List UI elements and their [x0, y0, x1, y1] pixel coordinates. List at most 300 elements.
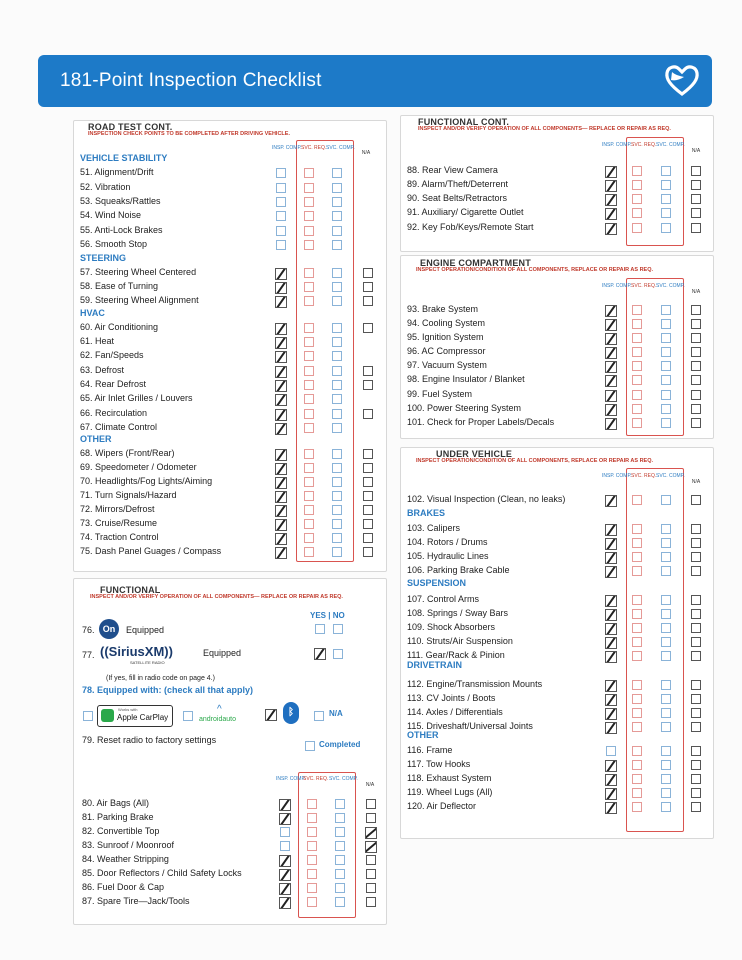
svc-comp-checkbox[interactable] — [661, 552, 671, 562]
insp-comp-checkbox-checked[interactable] — [275, 423, 287, 435]
svc-comp-checkbox[interactable] — [661, 194, 671, 204]
item-77-label: Equipped — [203, 648, 242, 658]
insp-comp-checkbox-checked[interactable] — [279, 855, 291, 867]
svc-comp-checkbox[interactable] — [335, 883, 345, 893]
item-77-yes-checkbox-checked[interactable] — [314, 648, 326, 660]
insp-comp-checkbox-checked[interactable] — [605, 223, 617, 235]
svc-req-checkbox[interactable] — [632, 524, 642, 534]
na-checkbox[interactable] — [691, 375, 701, 385]
na-checkbox[interactable] — [691, 333, 701, 343]
svc-comp-checkbox[interactable] — [332, 449, 342, 459]
na-checkbox[interactable] — [691, 305, 701, 315]
insp-comp-checkbox[interactable] — [276, 226, 286, 236]
svc-req-checkbox[interactable] — [307, 827, 317, 837]
insp-comp-checkbox-checked[interactable] — [275, 296, 287, 308]
insp-comp-checkbox-checked[interactable] — [605, 180, 617, 192]
svc-req-checkbox[interactable] — [304, 449, 314, 459]
insp-comp-checkbox-checked[interactable] — [275, 268, 287, 280]
na-checkbox[interactable] — [691, 194, 701, 204]
svc-comp-checkbox[interactable] — [335, 799, 345, 809]
siriusxm-logo-text: ((SiriusXM)) — [100, 644, 173, 659]
svc-req-checkbox[interactable] — [632, 774, 642, 784]
svc-req-checkbox[interactable] — [304, 380, 314, 390]
item-77-no-checkbox[interactable] — [333, 649, 343, 659]
svc-comp-checkbox[interactable] — [332, 183, 342, 193]
svc-comp-checkbox[interactable] — [332, 491, 342, 501]
insp-comp-checkbox[interactable] — [280, 841, 290, 851]
na-checkbox-checked[interactable] — [365, 841, 377, 853]
na-checkbox[interactable] — [691, 319, 701, 329]
svc-comp-checkbox[interactable] — [661, 651, 671, 661]
insp-comp-checkbox-checked[interactable] — [275, 394, 287, 406]
insp-comp-checkbox-checked[interactable] — [605, 708, 617, 720]
na-checkbox[interactable] — [366, 855, 376, 865]
insp-comp-checkbox-checked[interactable] — [605, 694, 617, 706]
functional-cont-title: FUNCTIONAL CONT. — [418, 117, 510, 127]
insp-comp-checkbox-checked[interactable] — [275, 380, 287, 392]
checklist-item-label: 115. Driveshaft/Universal Joints — [407, 721, 533, 731]
svc-comp-checkbox[interactable] — [661, 319, 671, 329]
insp-comp-checkbox-checked[interactable] — [275, 477, 287, 489]
svc-comp-checkbox[interactable] — [332, 519, 342, 529]
insp-comp-checkbox[interactable] — [276, 240, 286, 250]
carplay-checkbox[interactable] — [83, 711, 93, 721]
under-title: UNDER VEHICLE — [436, 449, 513, 459]
engine-col-svc-comp: SVC. COMP. — [656, 283, 685, 289]
insp-comp-checkbox-checked[interactable] — [275, 337, 287, 349]
svc-comp-checkbox[interactable] — [661, 760, 671, 770]
na-checkbox[interactable] — [366, 883, 376, 893]
na-checkbox[interactable] — [691, 802, 701, 812]
insp-comp-checkbox-checked[interactable] — [605, 495, 617, 507]
android-auto-logo — [197, 704, 249, 726]
insp-comp-checkbox-checked[interactable] — [279, 799, 291, 811]
insp-comp-checkbox-checked[interactable] — [275, 463, 287, 475]
na-checkbox[interactable] — [691, 166, 701, 176]
svc-req-checkbox[interactable] — [632, 333, 642, 343]
svc-req-checkbox[interactable] — [304, 197, 314, 207]
checklist-item-label: 99. Fuel System — [407, 389, 473, 399]
svc-req-checkbox[interactable] — [304, 477, 314, 487]
svc-req-checkbox[interactable] — [307, 883, 317, 893]
svc-comp-checkbox[interactable] — [661, 333, 671, 343]
svc-req-checkbox[interactable] — [632, 361, 642, 371]
insp-comp-checkbox-checked[interactable] — [605, 347, 617, 359]
na-checkbox[interactable] — [366, 813, 376, 823]
na-checkbox[interactable] — [691, 390, 701, 400]
svc-req-checkbox[interactable] — [307, 799, 317, 809]
svc-comp-checkbox[interactable] — [335, 897, 345, 907]
svc-req-checkbox[interactable] — [632, 390, 642, 400]
svc-comp-checkbox[interactable] — [332, 477, 342, 487]
insp-comp-checkbox-checked[interactable] — [275, 533, 287, 545]
svc-req-checkbox[interactable] — [632, 637, 642, 647]
svc-comp-checkbox[interactable] — [332, 268, 342, 278]
na-checkbox[interactable] — [691, 208, 701, 218]
insp-comp-checkbox-checked[interactable] — [275, 505, 287, 517]
na-checkbox[interactable] — [363, 366, 373, 376]
svc-req-checkbox[interactable] — [632, 538, 642, 548]
heart-logo-icon — [664, 63, 700, 97]
na-checkbox[interactable] — [691, 361, 701, 371]
section-suspension: SUSPENSION — [407, 578, 467, 588]
svc-req-checkbox[interactable] — [304, 394, 314, 404]
na-checkbox[interactable] — [691, 680, 701, 690]
checklist-item-label: 91. Auxiliary/ Cigarette Outlet — [407, 207, 524, 217]
insp-comp-checkbox-checked[interactable] — [605, 566, 617, 578]
svc-req-checkbox[interactable] — [304, 282, 314, 292]
svc-req-checkbox[interactable] — [632, 166, 642, 176]
checklist-item-label: 104. Rotors / Drums — [407, 537, 488, 547]
checklist-item-label: 113. CV Joints / Boots — [407, 693, 496, 703]
svc-comp-checkbox[interactable] — [332, 533, 342, 543]
checklist-item-label: 118. Exhaust System — [407, 773, 492, 783]
insp-comp-checkbox-checked[interactable] — [279, 883, 291, 895]
svc-comp-checkbox[interactable] — [332, 197, 342, 207]
svc-req-checkbox[interactable] — [632, 495, 642, 505]
svc-comp-checkbox[interactable] — [661, 404, 671, 414]
android-auto-checkbox[interactable] — [183, 711, 193, 721]
svc-req-checkbox[interactable] — [304, 211, 314, 221]
insp-comp-checkbox-checked[interactable] — [275, 282, 287, 294]
svc-comp-checkbox[interactable] — [661, 680, 671, 690]
svc-req-checkbox[interactable] — [304, 351, 314, 361]
svc-req-checkbox[interactable] — [304, 423, 314, 433]
insp-comp-checkbox[interactable] — [606, 746, 616, 756]
insp-comp-checkbox-checked[interactable] — [605, 390, 617, 402]
checklist-item-label: 102. Visual Inspection (Clean, no leaks) — [407, 494, 566, 504]
svc-comp-checkbox[interactable] — [661, 609, 671, 619]
na-checkbox[interactable] — [691, 623, 701, 633]
svc-req-checkbox[interactable] — [304, 168, 314, 178]
svc-req-checkbox[interactable] — [632, 595, 642, 605]
insp-comp-checkbox-checked[interactable] — [605, 375, 617, 387]
svc-req-checkbox[interactable] — [632, 180, 642, 190]
na-checkbox[interactable] — [366, 799, 376, 809]
insp-comp-checkbox[interactable] — [276, 197, 286, 207]
insp-comp-checkbox[interactable] — [276, 183, 286, 193]
insp-comp-checkbox-checked[interactable] — [605, 623, 617, 635]
insp-comp-checkbox-checked[interactable] — [275, 366, 287, 378]
na-checkbox[interactable] — [363, 463, 373, 473]
svc-req-checkbox[interactable] — [304, 226, 314, 236]
svc-comp-checkbox[interactable] — [332, 282, 342, 292]
na-checkbox[interactable] — [691, 223, 701, 233]
svc-req-checkbox[interactable] — [632, 566, 642, 576]
bluetooth-checkbox-checked[interactable] — [265, 709, 277, 721]
na-checkbox[interactable] — [363, 323, 373, 333]
svc-req-checkbox[interactable] — [632, 194, 642, 204]
insp-comp-checkbox-checked[interactable] — [605, 637, 617, 649]
na-checkbox[interactable] — [363, 296, 373, 306]
na-checkbox[interactable] — [363, 533, 373, 543]
insp-comp-checkbox-checked[interactable] — [605, 418, 617, 430]
svc-comp-checkbox[interactable] — [332, 226, 342, 236]
svc-req-checkbox[interactable] — [304, 463, 314, 473]
insp-comp-checkbox-checked[interactable] — [275, 491, 287, 503]
svc-comp-checkbox[interactable] — [332, 323, 342, 333]
svc-req-checkbox[interactable] — [307, 841, 317, 851]
svc-req-checkbox[interactable] — [307, 869, 317, 879]
insp-comp-checkbox-checked[interactable] — [275, 449, 287, 461]
insp-comp-checkbox-checked[interactable] — [279, 813, 291, 825]
insp-comp-checkbox-checked[interactable] — [605, 333, 617, 345]
under-col-svc-comp: SVC. COMP. — [656, 473, 685, 479]
svc-req-checkbox[interactable] — [632, 651, 642, 661]
insp-comp-checkbox-checked[interactable] — [605, 538, 617, 550]
svc-comp-checkbox[interactable] — [661, 708, 671, 718]
insp-comp-checkbox[interactable] — [276, 168, 286, 178]
svc-comp-checkbox[interactable] — [332, 211, 342, 221]
na-checkbox[interactable] — [691, 595, 701, 605]
svc-req-checkbox[interactable] — [304, 533, 314, 543]
na-checkbox[interactable] — [363, 409, 373, 419]
na-checkbox[interactable] — [363, 505, 373, 515]
svc-comp-checkbox[interactable] — [332, 380, 342, 390]
svc-req-checkbox[interactable] — [304, 323, 314, 333]
na-checkbox[interactable] — [691, 566, 701, 576]
svc-comp-checkbox[interactable] — [661, 746, 671, 756]
engine-col-svc-req: SVC. REQ. — [631, 283, 657, 289]
insp-comp-checkbox-checked[interactable] — [605, 208, 617, 220]
engine-col-na: N/A — [691, 289, 701, 295]
svc-comp-checkbox[interactable] — [335, 869, 345, 879]
insp-comp-checkbox-checked[interactable] — [605, 760, 617, 772]
svc-req-checkbox[interactable] — [632, 694, 642, 704]
svc-comp-checkbox[interactable] — [332, 547, 342, 557]
na-checkbox[interactable] — [363, 547, 373, 557]
svc-comp-checkbox[interactable] — [661, 180, 671, 190]
svc-comp-checkbox[interactable] — [661, 223, 671, 233]
svc-comp-checkbox[interactable] — [661, 802, 671, 812]
na-checkbox[interactable] — [363, 519, 373, 529]
svc-comp-checkbox[interactable] — [332, 409, 342, 419]
svc-comp-checkbox[interactable] — [661, 208, 671, 218]
svc-comp-checkbox[interactable] — [335, 813, 345, 823]
na-checkbox[interactable] — [363, 268, 373, 278]
svc-comp-checkbox[interactable] — [332, 168, 342, 178]
svc-comp-checkbox[interactable] — [661, 495, 671, 505]
svc-req-checkbox[interactable] — [632, 404, 642, 414]
svc-comp-checkbox[interactable] — [332, 366, 342, 376]
svc-comp-checkbox[interactable] — [332, 337, 342, 347]
insp-comp-checkbox[interactable] — [280, 827, 290, 837]
insp-comp-checkbox-checked[interactable] — [605, 194, 617, 206]
svc-req-checkbox[interactable] — [304, 366, 314, 376]
checklist-item-label: 83. Sunroof / Moonroof — [82, 840, 175, 850]
svc-req-checkbox[interactable] — [304, 183, 314, 193]
svc-req-checkbox[interactable] — [304, 268, 314, 278]
na-checkbox-checked[interactable] — [365, 827, 377, 839]
na-checkbox[interactable] — [363, 491, 373, 501]
checklist-item-label: 100. Power Steering System — [407, 403, 522, 413]
item-76-yes-checkbox[interactable] — [315, 624, 325, 634]
svc-req-checkbox[interactable] — [307, 855, 317, 865]
insp-comp-checkbox-checked[interactable] — [279, 869, 291, 881]
insp-comp-checkbox-checked[interactable] — [605, 651, 617, 663]
insp-comp-checkbox-checked[interactable] — [605, 552, 617, 564]
na-checkbox[interactable] — [363, 282, 373, 292]
svc-req-checkbox[interactable] — [632, 319, 642, 329]
na-checkbox[interactable] — [691, 760, 701, 770]
checklist-item-label: 108. Springs / Sway Bars — [407, 608, 509, 618]
svc-req-checkbox[interactable] — [304, 491, 314, 501]
na-checkbox[interactable] — [691, 637, 701, 647]
insp-comp-checkbox-checked[interactable] — [605, 524, 617, 536]
svc-comp-checkbox[interactable] — [661, 375, 671, 385]
svc-req-checkbox[interactable] — [632, 208, 642, 218]
svc-comp-checkbox[interactable] — [661, 524, 671, 534]
na-checkbox[interactable] — [691, 746, 701, 756]
na-checkbox[interactable] — [691, 495, 701, 505]
svc-req-checkbox[interactable] — [304, 337, 314, 347]
na-checkbox[interactable] — [691, 418, 701, 428]
na-checkbox[interactable] — [363, 449, 373, 459]
na-checkbox[interactable] — [691, 404, 701, 414]
insp-comp-checkbox-checked[interactable] — [275, 409, 287, 421]
na-checkbox[interactable] — [363, 477, 373, 487]
insp-comp-checkbox-checked[interactable] — [605, 305, 617, 317]
na-checkbox[interactable] — [691, 538, 701, 548]
svc-comp-checkbox[interactable] — [332, 240, 342, 250]
svc-req-checkbox[interactable] — [632, 375, 642, 385]
svc-req-checkbox[interactable] — [632, 746, 642, 756]
insp-comp-checkbox-checked[interactable] — [605, 722, 617, 734]
item-76-no-checkbox[interactable] — [333, 624, 343, 634]
svc-comp-checkbox[interactable] — [661, 566, 671, 576]
checklist-item-label: 86. Fuel Door & Cap — [82, 882, 165, 892]
svc-comp-checkbox[interactable] — [661, 361, 671, 371]
svc-req-checkbox[interactable] — [632, 305, 642, 315]
svc-comp-checkbox[interactable] — [661, 538, 671, 548]
svc-comp-checkbox[interactable] — [661, 305, 671, 315]
svc-req-checkbox[interactable] — [307, 897, 317, 907]
checklist-item-label: 53. Squeaks/Rattles — [80, 196, 161, 206]
svc-req-checkbox[interactable] — [632, 708, 642, 718]
checklist-item-label: 80. Air Bags (All) — [82, 798, 150, 808]
under-col-na: N/A — [691, 479, 701, 485]
svc-comp-checkbox[interactable] — [661, 166, 671, 176]
na-checkbox[interactable] — [691, 708, 701, 718]
insp-comp-checkbox-checked[interactable] — [605, 609, 617, 621]
checklist-item-label: 70. Headlights/Fog Lights/Aiming — [80, 476, 213, 486]
insp-comp-checkbox-checked[interactable] — [275, 547, 287, 559]
insp-comp-checkbox-checked[interactable] — [605, 595, 617, 607]
svc-comp-checkbox[interactable] — [661, 694, 671, 704]
svc-req-checkbox[interactable] — [632, 802, 642, 812]
svc-req-checkbox[interactable] — [304, 519, 314, 529]
svc-comp-checkbox[interactable] — [661, 774, 671, 784]
svc-req-checkbox[interactable] — [632, 722, 642, 732]
na-checkbox[interactable] — [691, 774, 701, 784]
svc-req-checkbox[interactable] — [632, 760, 642, 770]
na-checkbox[interactable] — [366, 897, 376, 907]
checklist-item-label: 92. Key Fob/Keys/Remote Start — [407, 222, 534, 232]
insp-comp-checkbox-checked[interactable] — [605, 788, 617, 800]
svc-comp-checkbox[interactable] — [335, 841, 345, 851]
reset-completed-checkbox[interactable] — [305, 741, 315, 751]
svc-comp-checkbox[interactable] — [335, 855, 345, 865]
insp-comp-checkbox-checked[interactable] — [605, 680, 617, 692]
svc-req-checkbox[interactable] — [632, 418, 642, 428]
na-checkbox[interactable] — [691, 651, 701, 661]
insp-comp-checkbox-checked[interactable] — [605, 166, 617, 178]
svc-comp-checkbox[interactable] — [332, 423, 342, 433]
insp-comp-checkbox-checked[interactable] — [605, 774, 617, 786]
svc-req-checkbox[interactable] — [304, 240, 314, 250]
na-checkbox[interactable] — [691, 788, 701, 798]
svc-req-checkbox[interactable] — [307, 813, 317, 823]
svc-comp-checkbox[interactable] — [332, 296, 342, 306]
svc-comp-checkbox[interactable] — [661, 788, 671, 798]
na-checkbox[interactable] — [691, 722, 701, 732]
svc-req-checkbox[interactable] — [632, 347, 642, 357]
svc-req-checkbox[interactable] — [632, 609, 642, 619]
insp-comp-checkbox-checked[interactable] — [605, 361, 617, 373]
svc-req-checkbox[interactable] — [632, 788, 642, 798]
svc-req-checkbox[interactable] — [632, 552, 642, 562]
na-checkbox[interactable] — [363, 380, 373, 390]
svc-req-checkbox[interactable] — [304, 505, 314, 515]
svc-comp-checkbox[interactable] — [332, 394, 342, 404]
svc-comp-checkbox[interactable] — [332, 505, 342, 515]
insp-comp-checkbox-checked[interactable] — [605, 404, 617, 416]
under-col-insp: INSP. COMP. — [602, 473, 632, 479]
section-vehicle-stability: VEHICLE STABILITY — [80, 153, 168, 163]
na-checkbox[interactable] — [691, 524, 701, 534]
svc-comp-checkbox[interactable] — [661, 390, 671, 400]
na-checkbox[interactable] — [366, 869, 376, 879]
svc-comp-checkbox[interactable] — [661, 722, 671, 732]
checklist-item-label: 68. Wipers (Front/Rear) — [80, 448, 175, 458]
insp-comp-checkbox-checked[interactable] — [275, 323, 287, 335]
svc-comp-checkbox[interactable] — [661, 418, 671, 428]
svc-comp-checkbox[interactable] — [661, 623, 671, 633]
svc-comp-checkbox[interactable] — [661, 347, 671, 357]
insp-comp-checkbox-checked[interactable] — [275, 351, 287, 363]
svc-req-checkbox[interactable] — [632, 680, 642, 690]
svc-comp-checkbox[interactable] — [332, 463, 342, 473]
engine-title: ENGINE COMPARTMENT — [420, 258, 531, 268]
completed-label: Completed — [319, 740, 361, 749]
na-checkbox[interactable] — [691, 180, 701, 190]
onstar-logo — [99, 619, 119, 639]
na-checkbox[interactable] — [691, 694, 701, 704]
yes-no-header: YES | NO — [310, 611, 345, 620]
svc-comp-checkbox[interactable] — [332, 351, 342, 361]
svc-comp-checkbox[interactable] — [661, 595, 671, 605]
funcont-col-na: N/A — [691, 148, 701, 154]
insp-comp-checkbox-checked[interactable] — [275, 519, 287, 531]
insp-comp-checkbox[interactable] — [276, 211, 286, 221]
svc-req-checkbox[interactable] — [304, 409, 314, 419]
na-checkbox[interactable] — [691, 552, 701, 562]
insp-comp-checkbox-checked[interactable] — [605, 802, 617, 814]
na-checkbox[interactable] — [314, 711, 324, 721]
svc-comp-checkbox[interactable] — [335, 827, 345, 837]
insp-comp-checkbox-checked[interactable] — [605, 319, 617, 331]
svc-comp-checkbox[interactable] — [661, 637, 671, 647]
na-checkbox[interactable] — [691, 347, 701, 357]
svc-req-checkbox[interactable] — [304, 547, 314, 557]
svc-req-checkbox[interactable] — [632, 223, 642, 233]
checklist-item-label: 71. Turn Signals/Hazard — [80, 490, 177, 500]
svc-req-checkbox[interactable] — [304, 296, 314, 306]
svc-req-checkbox[interactable] — [632, 623, 642, 633]
insp-comp-checkbox-checked[interactable] — [279, 897, 291, 909]
apple-carplay-logo — [97, 705, 173, 727]
na-checkbox[interactable] — [691, 609, 701, 619]
